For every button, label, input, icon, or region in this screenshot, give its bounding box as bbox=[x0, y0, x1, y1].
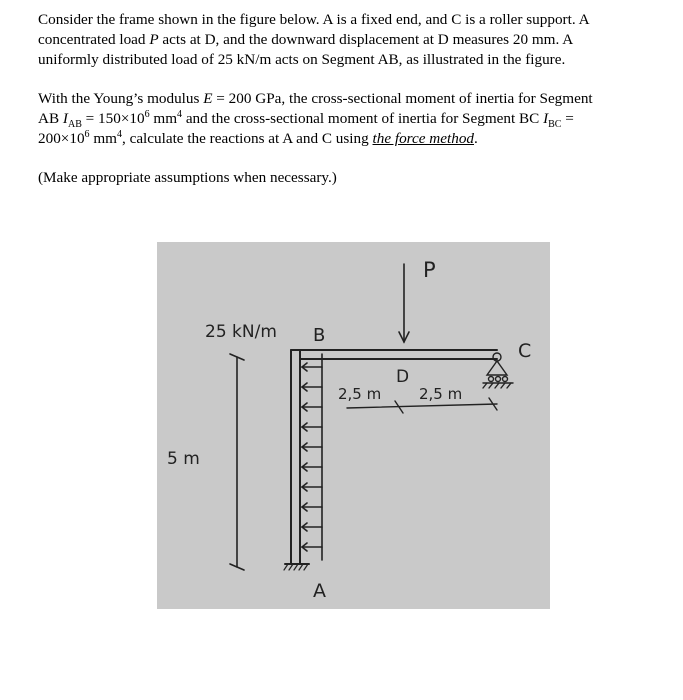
label-d: D bbox=[396, 367, 410, 387]
label-b: B bbox=[313, 325, 326, 346]
label-a: A bbox=[313, 580, 326, 602]
problem-line-1: Consider the frame shown in the figure below. A is a fixed end, and C is a roller support. A bbox=[38, 11, 590, 28]
label-p: P bbox=[423, 258, 436, 282]
frame-figure bbox=[157, 242, 550, 609]
problem-line-3: uniformly distributed load of 25 kN/m acts on Segment AB, as illustrated in the figure. bbox=[38, 51, 566, 68]
force-method-link: the force method bbox=[372, 130, 475, 147]
label-udl: 25 kN/m bbox=[205, 322, 277, 342]
problem-paragraph-2: With the Young’s modulus E = 200 GPa, the cross-sectional moment of inertia for Segment AB $I_{AB} = 150\times 10^6$ $mm^4$ and the cross-sectional moment of inertia for Segment BC $I_{BC}$ = $200\times 10^6$ $mm^4$, calculate the reactions at A and C using the force method. bbox=[38, 90, 593, 147]
label-span-1: 2,5 m bbox=[338, 385, 382, 403]
problem-line-2: concentrated load P acts at D, and the downward displacement at D measures 20 mm. A bbox=[38, 31, 574, 48]
label-height: 5 m bbox=[167, 449, 200, 469]
label-c: C bbox=[518, 340, 532, 362]
label-span-2: 2,5 m bbox=[419, 385, 463, 403]
problem-paragraph-1 bbox=[38, 10, 663, 70]
figure-background bbox=[157, 242, 550, 609]
problem-paragraph-3: (Make appropriate assumptions when necessary.) bbox=[38, 169, 337, 186]
